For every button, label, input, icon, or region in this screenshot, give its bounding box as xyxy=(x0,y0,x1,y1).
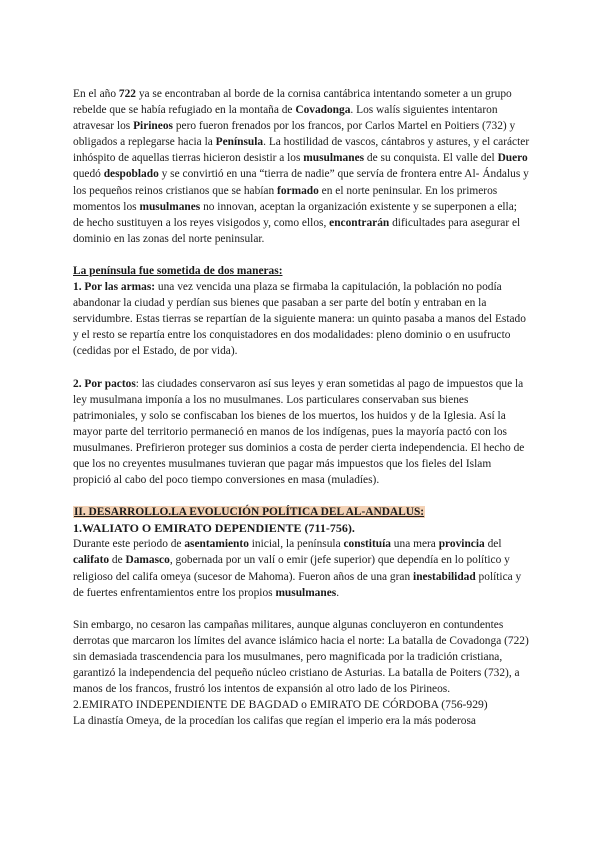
item-text: : las ciudades conservaron así sus leyes y eran sometidas al pago de impuestos que la ley musulmana imponía a los no musulmanes. Los particulares conservaban sus bienes patrimoniales, y solo se confiscaban los bienes de los muertos, los huidos y de la Iglesia. Así la mayor parte del territorio permaneció en manos de los indígenas, pues la mayoría pactó con los musulmanes. Prefirieron proteger sus dominios a costa de perder cierta independencia. El hecho de que los no creyentes musulmanes tuvieran que pagar más impuestos que los fieles del Islam propició al cabo del poco tiempo conversiones en masa (muladíes). xyxy=(73,377,525,487)
text: del xyxy=(484,538,502,551)
text: quedó xyxy=(73,168,104,181)
text: no innovan, aceptan la organización existente y se superponen a ella; de hecho sustituyen a los reyes visigodos y, como ellos, xyxy=(73,200,517,229)
bold-term: 722 xyxy=(118,88,136,100)
emirato-paragraph: La dinastía Omeya, de la procedían los califas que regían el imperio era la más poderosa xyxy=(73,715,476,728)
text: dificultades para asegurar el dominio en las zonas del norte peninsular. xyxy=(73,216,521,245)
bold-term: despoblado xyxy=(103,168,159,181)
item-text: una vez vencida una plaza se firmaba la capitulación, la población no podía abandonar la ciudad y perdían sus bienes que pasaban a ser parte del botín y entraban en la servidumbre. Estas tierras se repartían de la siguiente manera: un quinto pasaba a manos del Estado y el resto se repartía entre los conquistadores en dos modalidades: pleno dominio o en usufructo (cedidas por el Estado, de por vida). xyxy=(73,281,526,358)
bold-term: asentamiento xyxy=(184,538,249,551)
text: , gobernada por un valí o emir (jefe superior) que dependía en lo político y religioso del califa omeya (sucesor de Mahoma). Fueron años de una gran xyxy=(73,554,510,583)
bold-term: califato xyxy=(73,554,110,567)
text: inicial, la península xyxy=(248,538,344,551)
subheading-emirato: 2.EMIRATO INDEPENDIENTE DE BAGDAD o EMIRATO DE CÓRDOBA (756-929) xyxy=(73,698,488,712)
bold-term: Duero xyxy=(497,152,528,165)
bold-term: Damasco xyxy=(125,554,170,567)
text: ya se encontraban al borde de la cornisa cantábrica intentando someter a un grupo rebelde que se había refugiado en la montaña de xyxy=(73,88,512,117)
item-label: 1. Por las armas: xyxy=(73,281,156,294)
text: . xyxy=(336,586,340,599)
text: política y de fuertes enfrentamientos entre los propios xyxy=(73,570,522,599)
text: . Los walís siguientes intentaron atravesar los xyxy=(73,104,498,133)
bold-term: musulmanes xyxy=(275,586,337,599)
intro-paragraph xyxy=(73,86,530,247)
bold-term: inestabilidad xyxy=(413,570,476,583)
bold-term: formado xyxy=(277,184,319,197)
text: una mera xyxy=(390,538,439,551)
text: pero fueron frenados por los francos, por Carlos Martel en Poitiers (732) y obligados a replegarse hacia la xyxy=(73,120,516,149)
highlighted-heading: II. DESARROLLO.LA EVOLUCIÓN POLÍTICA DEL AL-ANDALUS: xyxy=(74,506,425,519)
bold-term: constituía xyxy=(343,538,391,551)
text: Durante este periodo de xyxy=(73,538,185,551)
conquest-item-arms xyxy=(73,279,530,359)
waliato-paragraph xyxy=(73,536,530,600)
text: . La hostilidad de vascos, cántabros y astures, y el carácter inhóspito de aquellas tierras hicieron desistir a los xyxy=(73,136,530,165)
text: de xyxy=(109,554,126,567)
campaigns-paragraph: Sin embargo, no cesaron las campañas militares, aunque algunas concluyeron en contundentes derrotas que marcaron los límites del avance islámico hacia el norte: La batalla de Covadonga (722) sin demasiada trascendencia para los musulmanes, pero magnificada por la tradición cristiana, garantizó la independencia del pequeño núcleo cristiano de Asturias. La batalla de Poiters (732), a manos de los francos, frustró los intentos de expansión al otro lado de los Pirineos. xyxy=(73,618,529,696)
text: en el norte peninsular. En los primeros momentos los xyxy=(73,184,498,213)
subheading-waliato: 1.WALIATO O EMIRATO DEPENDIENTE (711-756). xyxy=(73,521,355,536)
bold-term: musulmanes xyxy=(303,152,365,165)
bold-term: musulmanes xyxy=(139,200,201,213)
section-heading-conquest: La península fue sometida de dos maneras: xyxy=(73,264,283,277)
item-label: 2. Por pactos xyxy=(73,377,136,390)
conquest-item-pacts xyxy=(73,376,530,489)
text: En el año xyxy=(73,88,119,100)
bold-term: Covadonga xyxy=(295,104,351,117)
bold-term: provincia xyxy=(438,538,485,551)
text: y se convirtió en una “tierra de nadie” que servía de frontera entre Al- Ándalus y los pequeños reinos cristianos que se habían xyxy=(73,168,529,197)
section-heading-development xyxy=(73,504,530,520)
bold-term: Pirineos xyxy=(133,120,173,133)
text: de su conquista. El valle del xyxy=(364,152,498,165)
bold-term: Península xyxy=(215,136,264,149)
bold-term: encontrarán xyxy=(329,216,390,229)
